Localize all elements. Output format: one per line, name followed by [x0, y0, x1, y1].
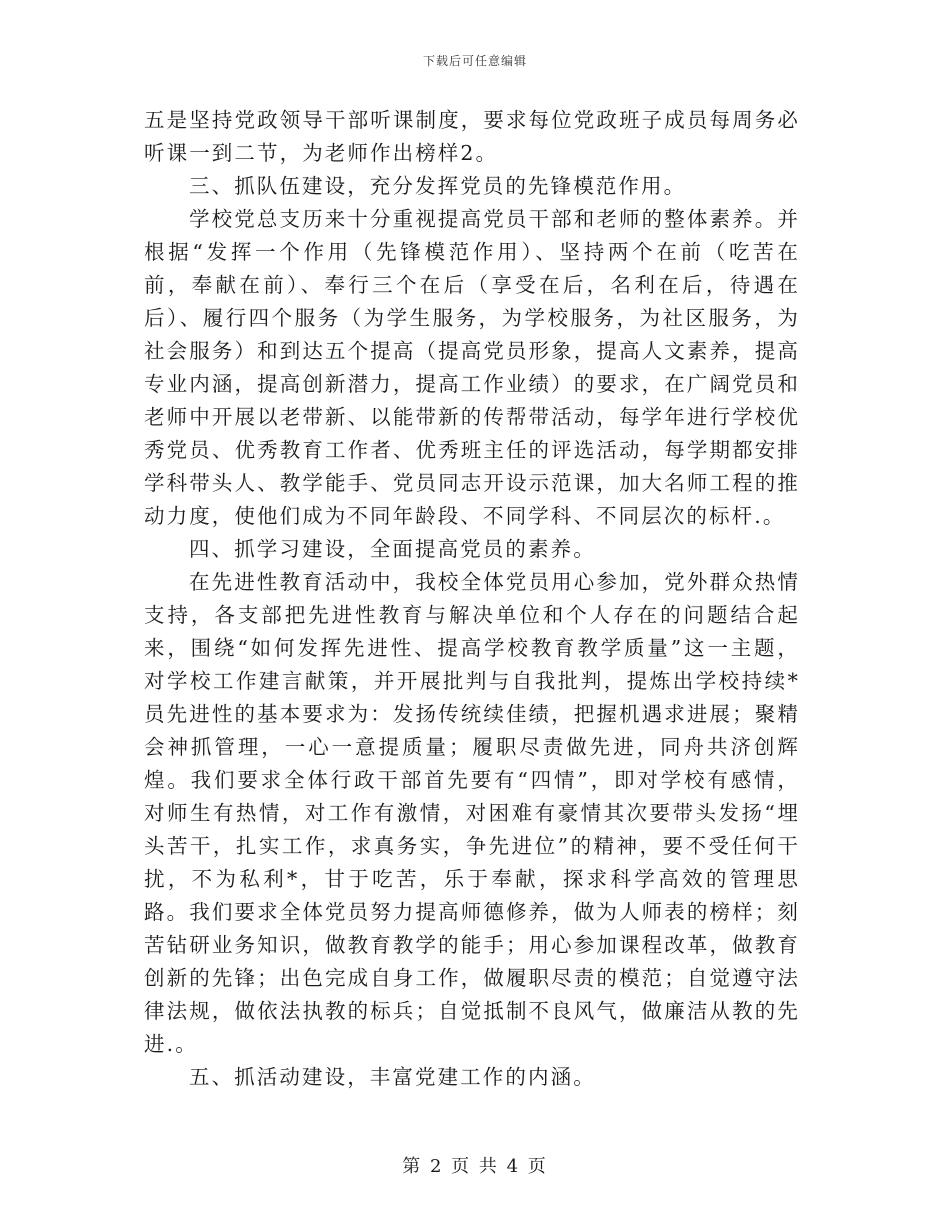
section-heading-5: 五、抓活动建设，丰富党建工作的内涵。	[189, 1065, 596, 1089]
paragraph-1: 五是坚持党政领导干部听课制度，要求每位党政班子成员每周务必听课一到二节，为老师作出榜样2。	[144, 108, 800, 165]
page-footer: 第 2 页 共 4 页	[402, 1156, 548, 1177]
paragraph-2: 学校党总支历来十分重视提高党员干部和老师的整体素养。并根据“发挥一个作用（先锋模范作用）、坚持两个在前（吃苦在前，奉献在前）、奉行三个在后（享受在后，名利在后，待遇在后）、履行四个服务（为学生服务，为学校服务，为社区服务，为社会服务）和到达五个提高（提高党员形象，提高人文素养，提高专业内涵，提高创新潜力，提高工作业绩）的要求，在广阔党员和老师中开展以老带新、以能带新的传帮带活动，每学年进行学校优秀党员、优秀教育工作者、优秀班主任的评选活动，每学期都安排学科带头人、教学能手、党员同志开设示范课，加大名师工程的推动力度，使他们成为不同年龄段、不同学科、不同层次的标杆.。	[144, 207, 800, 528]
section-heading-4: 四、抓学习建设，全面提高党员的素养。	[189, 537, 596, 561]
document-body	[144, 104, 800, 1094]
section-heading-3: 三、抓队伍建设，充分发挥党员的先锋模范作用。	[189, 174, 687, 198]
page-header: 下载后可任意编辑	[422, 54, 527, 68]
paragraph-3: 在先进性教育活动中，我校全体党员用心参加，党外群众热情支持，各支部把先进性教育与解决单位和个人存在的问题结合起来，围绕“如何发挥先进性、提高学校教育教学质量”这一主题，对学校工作建言献策，并开展批判与自我批判，提炼出学校持续*员先进性的基本要求为：发扬传统续佳绩，把握机遇求进展；聚精会神抓管理，一心一意提质量；履职尽责做先进，同舟共济创辉煌。我们要求全体行政干部首先要有“四情”，即对学校有感情，对师生有热情，对工作有激情，对困难有豪情其次要带头发扬“埋头苦干，扎实工作，求真务实，争先进位”的精神，要不受任何干扰，不为私利*，甘于吃苦，乐于奉献，探求科学高效的管理思路。我们要求全体党员努力提高师德修养，做为人师表的榜样；刻苦钻研业务知识，做教育教学的能手；用心参加课程改革，做教育创新的先锋；出色完成自身工作，做履职尽责的模范；自觉遵守法律法规，做依法执教的标兵；自觉抵制不良风气，做廉洁从教的先进.。	[144, 570, 800, 1056]
